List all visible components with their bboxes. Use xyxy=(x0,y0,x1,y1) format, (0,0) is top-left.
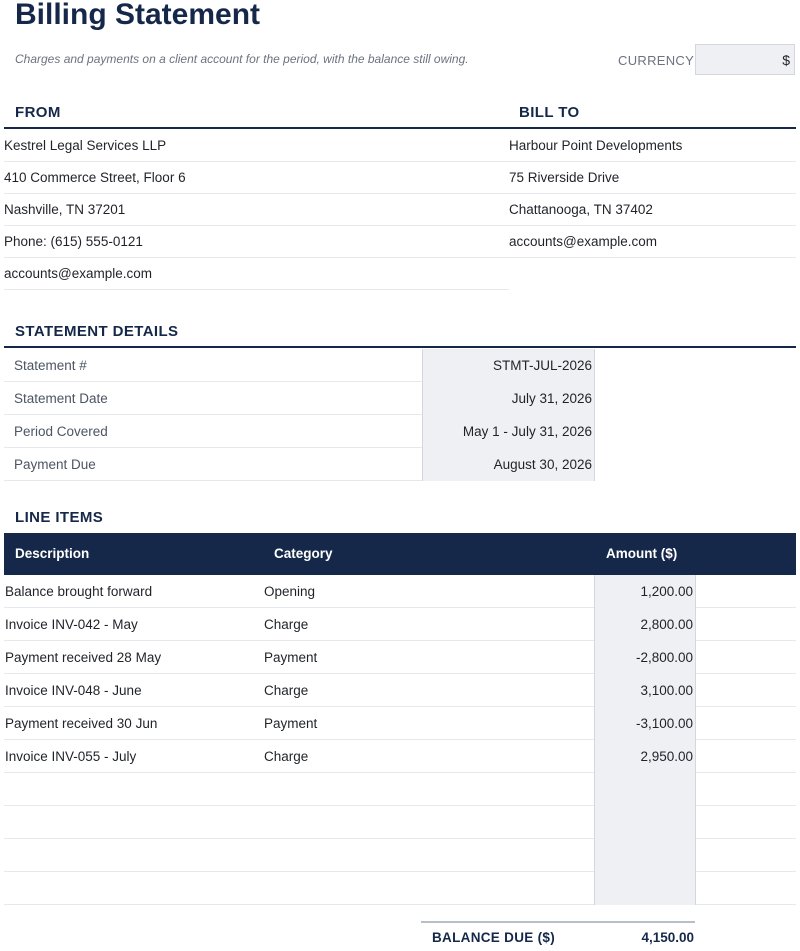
from-line: Nashville, TN 37201 xyxy=(4,194,509,226)
bill-to-line: Chattanooga, TN 37402 xyxy=(509,194,796,226)
table-row xyxy=(4,806,796,839)
item-amount-field[interactable] xyxy=(594,872,696,905)
detail-label: Statement # xyxy=(14,358,87,373)
item-description: Payment received 30 Jun xyxy=(5,716,158,731)
from-billto-divider xyxy=(4,127,796,129)
item-amount-field[interactable] xyxy=(594,839,696,872)
statement-number-field[interactable]: STMT-JUL-2026 xyxy=(422,349,595,382)
from-heading: FROM xyxy=(15,104,61,121)
item-description: Invoice INV-042 - May xyxy=(5,617,138,632)
from-line: 410 Commerce Street, Floor 6 xyxy=(4,162,509,194)
from-line: Kestrel Legal Services LLP xyxy=(4,130,509,162)
detail-label: Payment Due xyxy=(14,457,96,472)
table-row xyxy=(4,674,796,707)
page-subtitle: Charges and payments on a client account for the period, with the balance still owing. xyxy=(15,52,469,66)
from-block xyxy=(4,130,509,290)
table-row xyxy=(4,773,796,806)
item-amount-field[interactable]: 2,950.00 xyxy=(594,740,696,773)
table-row xyxy=(4,608,796,641)
table-row xyxy=(4,575,796,608)
column-header-amount: Amount ($) xyxy=(606,546,678,561)
currency-label: CURRENCY xyxy=(618,53,695,68)
column-header-description: Description xyxy=(15,546,90,561)
detail-row-statement-number xyxy=(4,349,595,382)
item-amount-field[interactable]: 1,200.00 xyxy=(594,575,696,608)
currency-field[interactable]: $ xyxy=(695,44,795,75)
details-divider xyxy=(4,346,796,348)
detail-label: Period Covered xyxy=(14,424,108,439)
bill-to-block xyxy=(509,130,796,258)
from-line: accounts@example.com xyxy=(4,258,509,290)
item-amount-field[interactable]: -3,100.00 xyxy=(594,707,696,740)
page-title: Billing Statement xyxy=(15,0,261,31)
line-items-header-row xyxy=(4,533,796,575)
item-amount-field[interactable]: 2,800.00 xyxy=(594,608,696,641)
table-row xyxy=(4,740,796,773)
balance-due-label: BALANCE DUE ($) xyxy=(432,930,556,945)
item-amount-field[interactable] xyxy=(594,806,696,839)
statement-details-heading: STATEMENT DETAILS xyxy=(15,323,179,340)
item-category: Charge xyxy=(264,683,309,698)
bill-to-line: accounts@example.com xyxy=(509,226,796,258)
item-description: Payment received 28 May xyxy=(5,650,162,665)
detail-row-statement-date xyxy=(4,382,595,415)
detail-row-payment-due xyxy=(4,448,595,481)
payment-due-field[interactable]: August 30, 2026 xyxy=(422,448,595,481)
from-line: Phone: (615) 555-0121 xyxy=(4,226,509,258)
item-amount-field[interactable]: 3,100.00 xyxy=(594,674,696,707)
table-row xyxy=(4,872,796,905)
item-category: Opening xyxy=(264,584,316,599)
bill-to-line: Harbour Point Developments xyxy=(509,130,796,162)
table-row xyxy=(4,641,796,674)
item-category: Charge xyxy=(264,617,309,632)
total-divider xyxy=(421,921,695,923)
item-description: Invoice INV-048 - June xyxy=(5,683,142,698)
column-header-category: Category xyxy=(274,546,333,561)
item-category: Charge xyxy=(264,749,309,764)
item-amount-field[interactable] xyxy=(594,773,696,806)
table-row xyxy=(4,839,796,872)
bill-to-line: 75 Riverside Drive xyxy=(509,162,796,194)
detail-label: Statement Date xyxy=(14,391,108,406)
item-description: Invoice INV-055 - July xyxy=(5,749,137,764)
balance-due-value: 4,150.00 xyxy=(641,930,694,945)
item-description: Balance brought forward xyxy=(5,584,153,599)
period-covered-field[interactable]: May 1 - July 31, 2026 xyxy=(422,415,595,448)
statement-date-field[interactable]: July 31, 2026 xyxy=(422,382,595,415)
detail-row-period-covered xyxy=(4,415,595,448)
table-row xyxy=(4,707,796,740)
bill-to-heading: BILL TO xyxy=(519,104,580,121)
item-category: Payment xyxy=(264,716,318,731)
item-amount-field[interactable]: -2,800.00 xyxy=(594,641,696,674)
line-items-heading: LINE ITEMS xyxy=(15,509,104,526)
item-category: Payment xyxy=(264,650,318,665)
